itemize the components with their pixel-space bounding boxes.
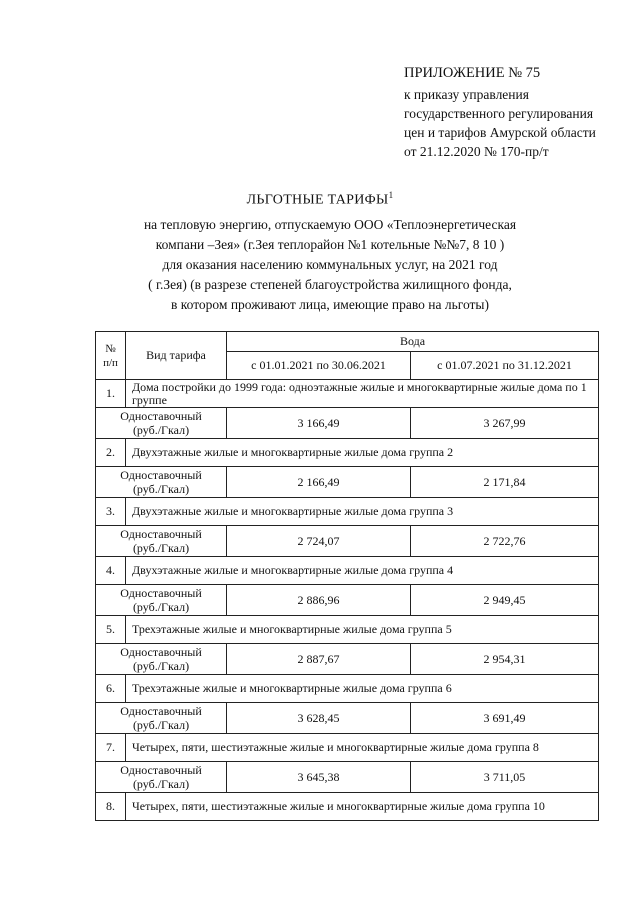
table-group-row	[96, 675, 599, 703]
subtitle-line-2: компани –Зея» (г.Зея теплорайон №1 котельные №№7, 8 10 )	[155, 237, 505, 252]
row-number: 7.	[96, 734, 126, 762]
tariff-kind-cell	[96, 703, 227, 734]
group-name: Двухэтажные жилые и многоквартирные жилые дома группа 3	[126, 498, 599, 526]
table-group-row	[96, 734, 599, 762]
table-value-row	[96, 762, 599, 793]
tariff-kind-unit: (руб./Гкал)	[132, 777, 190, 791]
tariff-value-period-1: 2 166,49	[227, 467, 411, 498]
tariff-value-period-2: 2 171,84	[411, 467, 599, 498]
appendix-block	[404, 64, 634, 161]
document-title	[0, 190, 640, 209]
row-number: 5.	[96, 616, 126, 644]
table-value-row	[96, 585, 599, 616]
tariff-kind-unit: (руб./Гкал)	[132, 423, 190, 437]
appendix-line-3: цен и тарифов Амурской области	[404, 125, 596, 140]
tariff-kind-cell	[96, 467, 227, 498]
tariff-value-period-2: 2 722,76	[411, 526, 599, 557]
table-group-row	[96, 616, 599, 644]
tariff-kind-cell	[96, 526, 227, 557]
table-group-row	[96, 439, 599, 467]
tariff-kind-unit: (руб./Гкал)	[132, 482, 190, 496]
tariff-kind-cell	[96, 585, 227, 616]
tariff-kind-unit: (руб./Гкал)	[132, 659, 190, 673]
appendix-line-4: от 21.12.2020 № 170-пр/т	[404, 144, 549, 159]
tariff-kind-label: Одноставочный	[120, 409, 202, 423]
subtitle-line-1: на тепловую энергию, отпускаемую ООО «Теплоэнергетическая	[143, 217, 517, 232]
header-number-line-2: п/п	[103, 356, 118, 369]
group-name: Трехэтажные жилые и многоквартирные жилые дома группа 6	[126, 675, 599, 703]
group-name: Двухэтажные жилые и многоквартирные жилые дома группа 2	[126, 439, 599, 467]
tariff-value-period-1: 3 645,38	[227, 762, 411, 793]
tariff-value-period-2: 2 949,45	[411, 585, 599, 616]
tariff-kind-cell	[96, 762, 227, 793]
header-period-1: с 01.01.2021 по 30.06.2021	[227, 352, 411, 380]
tariff-table	[95, 331, 599, 821]
tariff-value-period-1: 2 887,67	[227, 644, 411, 675]
header-period-2: с 01.07.2021 по 31.12.2021	[411, 352, 599, 380]
row-number: 4.	[96, 557, 126, 585]
group-name: Дома постройки до 1999 года: одноэтажные жилые и многоквартирные жилые дома по 1 группе	[126, 380, 599, 408]
subtitle-line-5: в котором проживают лица, имеющие право на льготы)	[171, 297, 489, 312]
row-number: 3.	[96, 498, 126, 526]
row-number: 2.	[96, 439, 126, 467]
tariff-kind-cell	[96, 408, 227, 439]
group-name: Четырех, пяти, шестиэтажные жилые и многоквартирные жилые дома группа 8	[126, 734, 599, 762]
table-group-row	[96, 380, 599, 408]
subtitle-line-4: ( г.Зея) (в разрезе степеней благоустройства жилищного фонда,	[148, 277, 512, 292]
tariff-kind-label: Одноставочный	[120, 586, 202, 600]
title-text: ЛЬГОТНЫЕ ТАРИФЫ	[246, 192, 389, 208]
tariff-value-period-2: 3 711,05	[411, 762, 599, 793]
group-name: Трехэтажные жилые и многоквартирные жилые дома группа 5	[126, 616, 599, 644]
header-tariff-kind: Вид тарифа	[126, 332, 227, 380]
header-number-cell	[96, 332, 126, 380]
tariff-kind-cell	[96, 644, 227, 675]
table-group-row	[96, 557, 599, 585]
tariff-kind-label: Одноставочный	[120, 468, 202, 482]
table-value-row	[96, 644, 599, 675]
tariff-value-period-1: 2 886,96	[227, 585, 411, 616]
tariff-value-period-1: 3 628,45	[227, 703, 411, 734]
tariff-kind-label: Одноставочный	[120, 645, 202, 659]
row-number: 1.	[96, 380, 126, 408]
row-number: 6.	[96, 675, 126, 703]
tariff-kind-label: Одноставочный	[120, 527, 202, 541]
tariff-kind-unit: (руб./Гкал)	[132, 541, 190, 555]
subtitle-line-3: для оказания населению коммунальных услуг, на 2021 год	[162, 257, 498, 272]
document-subtitle	[100, 215, 560, 315]
row-number: 8.	[96, 793, 126, 821]
tariff-kind-unit: (руб./Гкал)	[132, 600, 190, 614]
table-group-row	[96, 793, 599, 821]
tariff-kind-label: Одноставочный	[120, 704, 202, 718]
header-number-line-1: №	[105, 342, 116, 355]
table-value-row	[96, 408, 599, 439]
tariff-table-container	[95, 331, 598, 821]
tariff-table-body	[96, 380, 599, 821]
header-resource: Вода	[227, 332, 599, 352]
table-value-row	[96, 526, 599, 557]
tariff-value-period-2: 3 691,49	[411, 703, 599, 734]
table-group-row	[96, 498, 599, 526]
table-value-row	[96, 467, 599, 498]
tariff-kind-label: Одноставочный	[120, 763, 202, 777]
table-value-row	[96, 703, 599, 734]
appendix-line-2: государственного регулирования	[404, 106, 594, 121]
title-footnote-mark: 1	[388, 190, 394, 200]
tariff-value-period-1: 3 166,49	[227, 408, 411, 439]
tariff-value-period-2: 3 267,99	[411, 408, 599, 439]
appendix-number: ПРИЛОЖЕНИЕ № 75	[404, 65, 541, 81]
tariff-value-period-2: 2 954,31	[411, 644, 599, 675]
group-name: Двухэтажные жилые и многоквартирные жилые дома группа 4	[126, 557, 599, 585]
appendix-line-1: к приказу управления	[404, 87, 529, 102]
tariff-value-period-1: 2 724,07	[227, 526, 411, 557]
tariff-kind-unit: (руб./Гкал)	[132, 718, 190, 732]
group-name: Четырех, пяти, шестиэтажные жилые и многоквартирные жилые дома группа 10	[126, 793, 599, 821]
